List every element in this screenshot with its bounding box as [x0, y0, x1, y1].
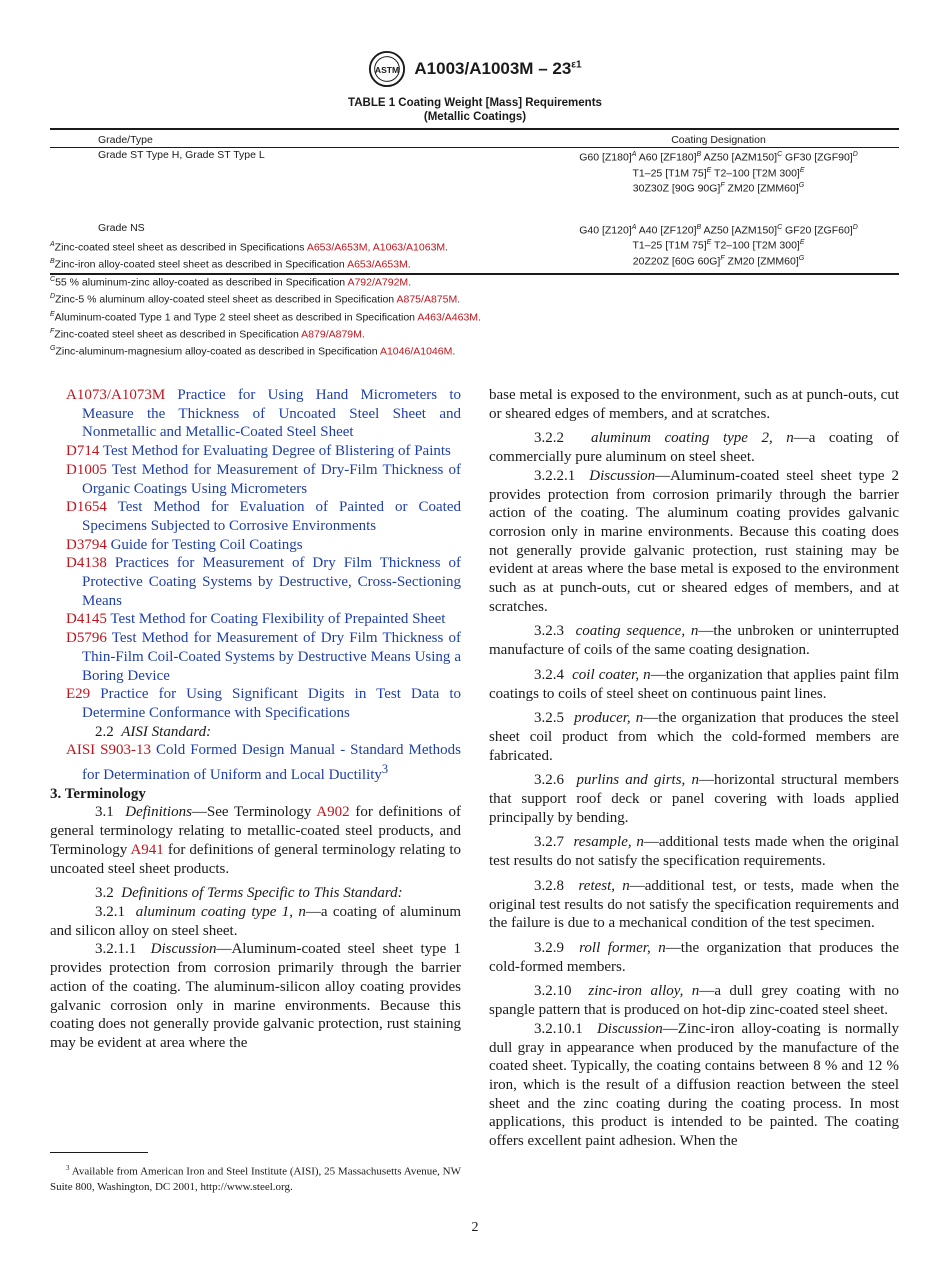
- definition-text: —the unbroken or uninterrupted manufacture of coils of the same coating designation.: [489, 623, 900, 659]
- definition-number: 3.2.10: [534, 983, 572, 1000]
- definition-term: resample, n: [573, 834, 644, 851]
- reference-code: D1654: [66, 499, 107, 516]
- definition-number: 3.2.9: [534, 939, 564, 956]
- definition-text: —horizontal structural members that support roof deck or panel covering with loads applied principally by bending.: [489, 772, 899, 826]
- reference-title: Practice for Using Hand Micrometers to Measure the Thickness of Uncoated Steel Sheet and Nonmetallic and Metallic-Coated Steel Sheet: [82, 387, 461, 441]
- designation-value: T1–25 [T1M 75]: [632, 239, 707, 252]
- footnote-marker: B: [696, 223, 702, 231]
- definition-paragraph: [489, 709, 899, 765]
- table-header-row: [50, 130, 899, 147]
- footnote-marker: E: [799, 239, 805, 246]
- footnote-text: 55 % aluminum-zinc alloy-coated as described in Specification: [55, 276, 348, 289]
- definition-number: 3.2.3: [534, 623, 564, 640]
- grade-cell: [50, 180, 538, 195]
- definition-paragraph: [489, 429, 899, 466]
- table-row: [50, 148, 899, 164]
- definition-paragraph: [489, 666, 899, 703]
- reference-entry: [50, 498, 461, 535]
- reference-code: E29: [66, 686, 91, 703]
- footnote-marker: A: [631, 223, 637, 231]
- standard-reference: A792/A792M: [347, 276, 409, 289]
- definition-text: —additional tests made when the original test results do not satisfy the specification requirements.: [489, 834, 900, 870]
- footnote-end: .: [361, 328, 365, 341]
- designation-value: T1–25 [T1M 75]: [632, 167, 707, 179]
- paragraph-3-2-1-1: 3.2.1.1 Discussion—Aluminum-coated steel sheet type 1 provides protection from corrosion primarily through the barrier action of the coating. The aluminum-silicon alloy coating provides galvanic corrosion only in marine environments. Because this coating does not generally provide galvanic protection, rust staining may be evident at area where the: [50, 941, 461, 1051]
- reference-entry: [50, 386, 461, 442]
- designation-value: A60 [ZF180]: [636, 151, 697, 164]
- footnote-end: .: [407, 258, 411, 271]
- table-footnote: [50, 238, 481, 255]
- column-header: Grade/Type: [98, 134, 153, 146]
- definition-paragraph: [489, 877, 899, 933]
- footnote-marker: A: [50, 241, 55, 248]
- table-footnote: [50, 342, 481, 359]
- definition-paragraph: [489, 939, 899, 976]
- reference-code: D5796: [66, 630, 107, 647]
- definition-term: Discussion: [596, 1020, 663, 1037]
- paragraph-3-2-1: 3.2.1 aluminum coating type 1, n—a coating of aluminum and silicon alloy on steel sheet.: [50, 903, 462, 939]
- reference-entry: [50, 442, 461, 461]
- definition-number: 3.2.7: [534, 834, 564, 851]
- epsilon-mark: ε1: [571, 59, 582, 71]
- document-header: [0, 50, 950, 88]
- paragraph-2-2: 2.2 AISI Standard:: [95, 723, 212, 740]
- footnote-marker: E: [50, 310, 55, 318]
- definition-term: aluminum coating type 2, n: [591, 430, 794, 447]
- reference-entry: [50, 629, 461, 685]
- reference-entry: [50, 536, 461, 555]
- reference-title: Test Method for Measurement of Dry Film Thickness of Thin-Film Coil-Coated Systems by Destructive Means Using a Boring Device: [82, 630, 462, 684]
- definition-paragraph: [489, 982, 899, 1019]
- reference-entry: [50, 685, 461, 722]
- table-row: [50, 221, 899, 237]
- reference-title: Test Method for Evaluating Degree of Blistering of Paints: [102, 443, 451, 460]
- designation-value: AZ50 [AZM150]: [701, 224, 778, 236]
- footnote-end: .: [457, 293, 461, 306]
- table-footnote: [50, 290, 481, 307]
- standard-reference: A879/A879M: [301, 328, 362, 341]
- definition-paragraph: [489, 771, 899, 827]
- footnote-end: .: [452, 345, 456, 358]
- reference-title: Practice for Using Significant Digits in Test Data to Determine Conformance with Specifications: [82, 686, 461, 721]
- definition-term: coil coater, n: [572, 666, 651, 683]
- definition-text: —the organization that produces the steel sheet coil product from which the cold-formed members are fabricated.: [489, 710, 899, 764]
- definition-text: —the organization that applies paint film coatings to coils of steel sheet on continuous paint lines.: [489, 666, 900, 702]
- grade-cell: [50, 165, 538, 180]
- reference-entry-aisi: AISI S903-13 Cold Formed Design Manual - Standard Methods for Determination of Uniform and Local Ductility$^3$: [66, 742, 462, 784]
- definition-term: coating sequence, n: [575, 623, 699, 640]
- coating-designation-cell: [538, 165, 899, 180]
- coating-designation-cell: [538, 222, 899, 237]
- reference-title: Test Method for Evaluation of Painted or Coated Specimens Subjected to Corrosive Environments: [82, 499, 461, 534]
- footnote-marker: E: [706, 166, 712, 174]
- footnote-marker: E: [799, 166, 805, 174]
- paragraph-3-1: 3.1 Definitions—See Terminology A902 for definitions of general terminology relating to metallic-coated steel products, and Terminology A941 for definitions of general terminology relating to uncoated steel sheet products.: [50, 804, 461, 877]
- definition-text: —additional test, or tests, made when the original test results do not satisfy the specification requirements and the failure is due to a mechanical condition of the test specimen.: [489, 877, 900, 932]
- reference-title: Practices for Measurement of Dry Film Thickness of Protective Coating Systems by Destructive, Cross-Sectioning Means: [82, 555, 462, 609]
- reference-title: Guide for Testing Coil Coatings: [110, 536, 303, 553]
- svg-text:ASTM: ASTM: [375, 64, 400, 75]
- left-column: [50, 386, 461, 1053]
- table-title: TABLE 1 Coating Weight [Mass] Requirements (Metallic Coatings): [348, 97, 602, 123]
- designation-value: 30Z30Z [90G 90G]: [632, 182, 721, 195]
- footnote-text: Zinc-iron alloy-coated steel sheet as described in Specification: [54, 258, 348, 271]
- standard-reference: A1046/A1046M: [379, 345, 453, 358]
- definition-term: roll former, n: [579, 939, 666, 956]
- definition-paragraph: [489, 622, 899, 659]
- footnote-marker: F: [50, 328, 55, 336]
- footnote-text: Zinc-5 % aluminum alloy-coated steel sheet as described in Specification: [55, 293, 397, 306]
- footnote-text: Zinc-aluminum-magnesium alloy-coated as described in Specification: [55, 345, 380, 358]
- coating-designation-cell: [538, 180, 899, 195]
- definition-number: 3.2.6: [534, 772, 564, 789]
- footnote-marker: C: [50, 275, 56, 283]
- designation-value: ZM20 [ZMM60]: [724, 182, 799, 195]
- coating-designation-cell: [538, 253, 899, 268]
- reference-code: D4145: [66, 611, 107, 628]
- definition-paragraph: [489, 833, 899, 870]
- footnote-marker: D: [852, 151, 858, 158]
- footnote-text: Aluminum-coated Type 1 and Type 2 steel sheet as described in Specification: [54, 311, 418, 324]
- section-heading: 3. Terminology: [50, 785, 146, 802]
- footnote-marker: G: [50, 345, 56, 353]
- reference-code: D714: [66, 443, 100, 460]
- definition-paragraph: [489, 467, 899, 617]
- table-footnote: [50, 255, 481, 272]
- footnote-rule: [50, 1152, 148, 1153]
- table-row: [50, 164, 899, 180]
- designation-value: GF20 [ZGF60]: [782, 224, 853, 236]
- paragraph-3-2: 3.2 Definitions of Terms Specific to This Standard:: [95, 885, 403, 902]
- footnote-text: Zinc-coated steel sheet as described in Specifications: [54, 241, 307, 254]
- page-number: 2: [471, 1220, 479, 1235]
- definition-number: 3.2.5: [534, 710, 564, 727]
- footnote-marker: C: [777, 223, 783, 231]
- reference-list: [50, 386, 461, 723]
- footnote-end: .: [445, 241, 449, 254]
- standard-reference: A463/A463M: [417, 311, 479, 324]
- table-footnote: [50, 308, 481, 325]
- designation-value: AZ50 [AZM150]: [701, 151, 778, 164]
- designation-value: ZM20 [ZMM60]: [724, 255, 799, 267]
- column-header: Coating Designation: [671, 134, 766, 146]
- coating-designation-cell: [538, 237, 899, 252]
- reference-code: D3794: [66, 536, 107, 553]
- footnote-end: .: [408, 276, 412, 289]
- footnote-marker: D: [50, 293, 56, 301]
- reference-code: A1073/A1073M: [66, 387, 166, 403]
- footnote-marker: D: [852, 223, 858, 231]
- designation-value: G40 [Z120]: [579, 224, 632, 236]
- designation-value: T2–100 [T2M 300]: [711, 167, 800, 179]
- designation-value: A40 [ZF120]: [636, 224, 697, 236]
- standard-designation: $A1003/A1003M - 23^{\varepsilon 1}$: [414, 59, 582, 78]
- definition-text: —a dull grey coating with no spangle pattern that is produced on hot-dip zinc-coated steel sheet.: [489, 983, 899, 1019]
- row-gap: [50, 195, 899, 221]
- footnote-marker: G: [798, 254, 805, 262]
- grade-cell: Grade ST Type H, Grade ST Type L: [98, 149, 265, 161]
- definition-paragraph: [489, 1020, 899, 1151]
- reference-entry: [50, 610, 461, 629]
- footnote-marker: C: [777, 151, 783, 158]
- definition-term: retest, n: [578, 877, 630, 894]
- grade-cell: Grade NS: [98, 221, 145, 234]
- reference-code: D1005: [66, 461, 107, 478]
- astm-logo-icon: [368, 50, 406, 88]
- standard-reference: A653/A653M, A1063/A1063M: [306, 241, 446, 254]
- footnote-text: Zinc-coated steel sheet as described in Specification: [54, 328, 302, 341]
- definition-term: producer, n: [574, 710, 644, 727]
- definition-number: 3.2.4: [534, 666, 564, 683]
- definition-term: Discussion: [589, 467, 656, 484]
- definition-term: zinc-iron alloy, n: [588, 983, 700, 1000]
- footnote-marker: F: [720, 254, 725, 262]
- table-row: [50, 179, 899, 195]
- table-footnotes: [50, 238, 481, 360]
- right-column: [489, 386, 899, 1151]
- reference-title: Test Method for Coating Flexibility of Prepainted Sheet: [110, 611, 446, 628]
- definition-number: 3.2.2.1: [534, 467, 576, 484]
- definition-text: —the organization that produces the cold-formed members.: [489, 939, 899, 975]
- footnote-marker: B: [696, 151, 702, 158]
- reference-title: Test Method for Measurement of Dry-Film Thickness of Organic Coatings Using Micrometers: [82, 461, 461, 497]
- definition-text: —a coating of commercially pure aluminum on steel sheet.: [489, 430, 899, 466]
- designation-value: G60 [Z180]: [579, 151, 632, 164]
- designation-value: 20Z20Z [60G 60G]: [632, 255, 721, 267]
- reference-entry: [50, 461, 461, 498]
- coating-designation-cell: [538, 149, 899, 164]
- designation-value: T2–100 [T2M 300]: [711, 239, 800, 252]
- reference-entry: [50, 554, 461, 610]
- designation-value: GF30 [ZGF90]: [782, 151, 853, 164]
- definition-text: —Zinc-iron alloy-coating is normally dull gray in appearance when produced by the manufacture of the coated sheet. Typically, the coating contains between 8 % and 12 % iron, which is the result of a diffusion reaction between the steel sheet and the zinc coating during the coating process. In most applications, this product is intended to be painted. The coating offers excellent paint adhesion. When the: [489, 1020, 899, 1150]
- standard-reference: A653/A653M: [347, 258, 408, 271]
- footnote-3: $^3$ Available from American Iron and Steel Institute (AISI), 25 Massachusetts Avenue, NW Suite 800, Washington, DC 2001, http://www.steel.org.: [50, 1164, 461, 1194]
- footnote-marker: B: [50, 258, 55, 266]
- table-footnote: [50, 273, 481, 290]
- definition-term: purlins and girts, n: [576, 772, 700, 789]
- footnote-end: .: [478, 311, 481, 324]
- footnote-marker: F: [720, 182, 725, 189]
- definition-number: 3.2.8: [534, 877, 564, 894]
- footnote-marker: G: [798, 182, 805, 189]
- definition-text: —Aluminum-coated steel sheet type 2 provides protection from corrosion primarily through the barrier action of the coating. The aluminum coating provides galvanic corrosion only in marine environments. Because this coating does not generally provide galvanic protection, rust staining may be evident at areas where the base metal is exposed to the environment such as at punch-outs, cut or sheared edges of members, and at scratches.: [489, 467, 899, 615]
- reference-code: D4138: [66, 555, 107, 572]
- standard-reference: A875/A875M: [396, 293, 458, 306]
- paragraph-continued: base metal is exposed to the environment, such as at punch-outs, cut or sheared edges of members, and at scratches.: [489, 387, 899, 422]
- definition-number: 3.2.10.1: [534, 1020, 583, 1037]
- footnote-marker: E: [706, 239, 712, 246]
- table-footnote: [50, 325, 481, 342]
- footnote-marker: A: [631, 151, 637, 158]
- definition-number: 3.2.2: [534, 430, 564, 447]
